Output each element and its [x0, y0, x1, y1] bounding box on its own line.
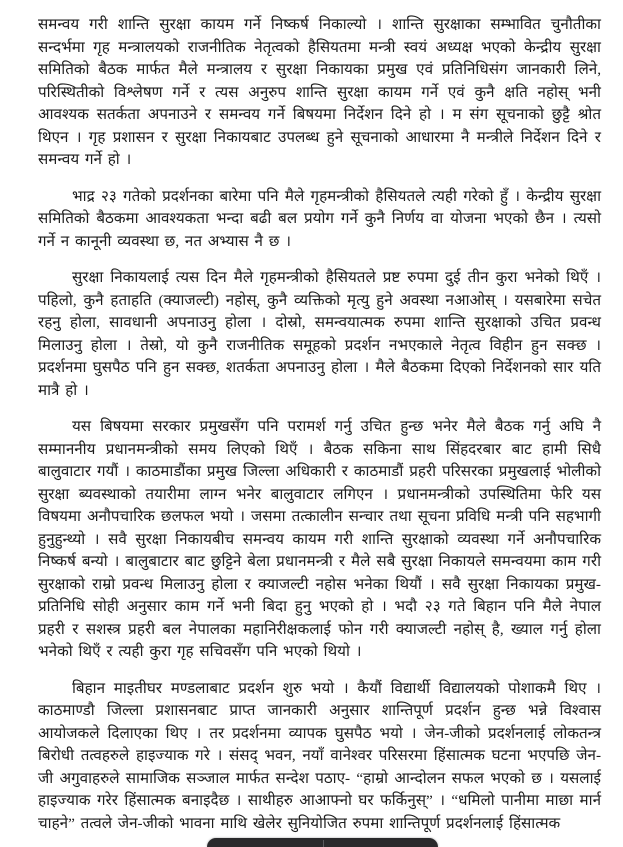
paragraph-5: बिहान माइतीघर मण्डलाबाट प्रदर्शन शुरु भयो । कैयौं विद्यार्थी विद्यालयको पोशाकमै थिए । काठमाण्डौ जिल्ला प्रशासनबाट प्राप्त जानकारी अनुसार शान्तिपूर्ण प्रदर्शन हुन्छ भन्ने विश्वास आयोजकले दिलाएका थिए । तर प्रदर्शनमा व्यापक घुसपैठ भयो । जेन-जीको प्रदर्शनलाई लोकतन्त्र बिरोधी तत्वहरुले हाइज्याक गरे । संसद् भवन, नयाँ वानेश्वर परिसरमा हिंसात्मक घटना भएपछि जेन-जी अगुवाहरुले सामाजिक सञ्जाल मार्फत सन्देश पठाए- “हाम्रो आन्दोलन सफल भएको छ । यसलाई हाइज्याक गरेर हिंसात्मक बनाइदैछ । साथीहरु आआफ्नो घर फर्किनुस्” । “धमिलो पानीमा माछा मार्न चाहने” तत्वले जेन-जीको भावना माथि खेलेर सुनियोजित रुपमा शान्तिपूर्ण प्रदर्शनलाई हिंसात्मक [38, 679, 601, 832]
paragraph-3: सुरक्षा निकायलाई त्यस दिन मैले गृहमन्त्रीको हैसियतले प्रष्ट रुपमा दुई तीन कुरा भनेको थिएँ । पहिलो, कुनै हताहति (क्याजल्टी) नहोस्, कुनै व्यक्तिको मृत्यु हुने अवस्था नआओस् । यसबारेमा सचेत रहनु होला, सावधानी अपनाउनु होला । दोस्रो, समन्वयात्मक रुपमा शान्ति सुरक्षाको उचित प्रवन्ध मिलाउनु होला । तेस्रो, यो कुनै राजनीतिक समूहको प्रदर्शन नभएकाले नेतृत्व विहीन हुन सक्छ । प्रदर्शनमा घुसपैठ पनि हुन सक्छ, शतर्कता अपनाउनु होला । मैले बैठकमा दिएको निर्देशनको सार यति मात्रै हो । [38, 269, 601, 399]
floating-toolbar-partial[interactable] [207, 838, 438, 847]
paragraph-2: भाद्र २३ गतेको प्रदर्शनका बारेमा पनि मैले गृहमन्त्रीको हैसियतले त्यही गरेको हुँ । केन्द्रीय सुरक्षा समितिको बैठकमा आवश्यकता भन्दा बढी बल प्रयोग गर्ने कुनै निर्णय वा योजना भएको छैन । त्यसो गर्ने न कानूनी व्यवस्था छ, नत अभ्यास नै छ । [38, 187, 601, 250]
toolbar-divider [323, 840, 324, 847]
paragraph-1: समन्वय गरी शान्ति सुरक्षा कायम गर्ने निष्कर्ष निकाल्यो । शान्ति सुरक्षाका सम्भावित चुनौतीका सन्दर्भमा गृह मन्त्रालयको राजनीतिक नेतृत्वको हैसियतमा मन्त्री स्वयं अध्यक्ष भएको केन्द्रीय सुरक्षा समितिको बैठक मार्फत मैले मन्त्रालय र सुरक्षा निकायका प्रमुख एवं प्रतिनिधिसंग जानकारी लिने, परिस्थितीको विश्लेषण गर्ने र त्यस अनुरुप शान्ति सुरक्षा कायम गर्ने एवं कुनै क्षति नहोस् भनी आवश्यक सतर्कता अपनाउने र समन्वय गर्ने बिषयमा निर्देशन दिने हो । म संग सूचनाको छुट्टै श्रोत थिएन । गृह प्रशासन र सुरक्षा निकायबाट उपलब्ध हुने सूचनाको आधारमा नै मन्त्रीले निर्देशन दिने र समन्वय गर्ने हो । [38, 16, 601, 168]
paragraph-4: यस बिषयमा सरकार प्रमुखसँग पनि परामर्श गर्नु उचित हुन्छ भनेर मैले बैठक गर्नु अघि नै सम्माननीय प्रधानमन्त्रीको समय लिएको थिएँ । बैठक सकिना साथ सिंहदरबार बाट हामी सिधै बालुवाटार गयौं । काठमाडौंका प्रमुख जिल्ला अधिकारी र काठमाडौं प्रहरी परिसरका प्रमुखलाई भोलीको सुरक्षा ब्यवस्थाको तयारीमा लाग्न भनेर बालुवाटार लगिएन । प्रधानमन्त्रीको उपस्थितिमा फेरि यस विषयमा अनौपचारिक छलफल भयो । जसमा तत्कालीन सन्चार तथा सूचना प्रविधि मन्त्री पनि सहभागी हुनुहुन्थ्यो । सवै सुरक्षा निकायबीच समन्वय कायम गरी शान्ति सुरक्षाको व्यवस्था गर्ने अनौपचारिक निष्कर्ष बन्यो । बालुबाटार बाट छुट्टिने बेला प्रधानमन्त्री र मैले सबै सुरक्षा निकायले समन्वयमा काम गरी सुरक्षाको राम्रो प्रवन्ध मिलाउनु होला र क्याजल्टी नहोस भनेका थियौं । सवै सुरक्षा निकायका प्रमुख-प्रतिनिधि सोही अनुसार काम गर्ने भनी बिदा हुनु भएको हो । भदौ २३ गते बिहान पनि मैले नेपाल प्रहरी र सशस्त्र प्रहरी बल नेपालका महानिरीक्षकलाई फोन गरी क्याजल्टी नहोस् है, ख्याल गर्नु होला भनेको थिएँ र त्यही कुरा गृह सचिवसँग पनि भएको थियो । [38, 418, 601, 660]
document-body [38, 14, 601, 835]
